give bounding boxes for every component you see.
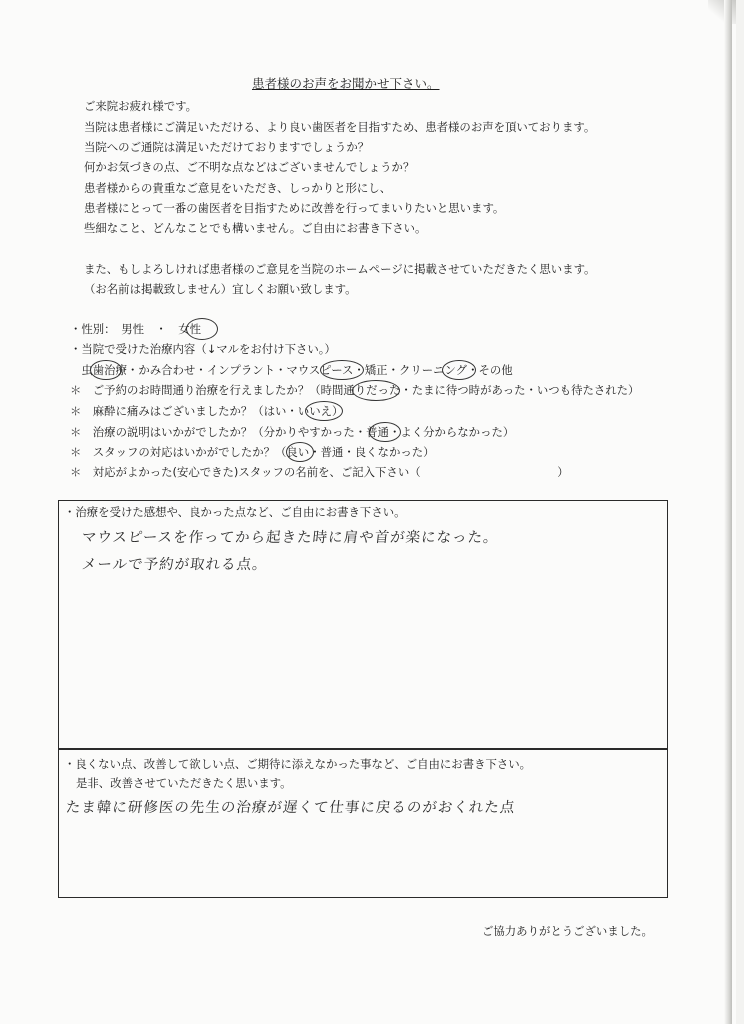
intro-line: 患者様からの貴重なご意見をいただき、しっかりと形にし、 [84, 181, 392, 195]
circle-mark [352, 380, 400, 401]
circle-mark [286, 442, 314, 462]
circle-mark [90, 360, 122, 380]
thanks-text: ご協力ありがとうございました。 [482, 924, 653, 938]
page-edge-shadow [724, 0, 732, 1024]
question-explanation: ＊ 治療の説明はいかがでしたか？（分かりやすかった・普通・よく分からなかった） [70, 425, 515, 439]
box2-heading: ・良くない点、改善して欲しい点、ご期待に添えなかった事など、ご自由にお書き下さい。 [64, 757, 532, 771]
question-punctuality: ＊ ご予約のお時間通り治療を行えましたか？（時間通りだった・たまに待つ時があった・いつも待たされた） [70, 383, 640, 397]
consent-line: （お名前は掲載致しません）宜しくお願い致します。 [84, 282, 357, 296]
consent-line: また、もしよろしければ患者様のご意見を当院のホームページに掲載させていただきたく思います。 [84, 262, 596, 276]
circle-mark [305, 401, 343, 421]
intro-line: ご来院お疲れ様です。 [84, 99, 197, 113]
circle-mark [369, 422, 401, 442]
handwritten-answer: メールで予約が取れる点。 [81, 557, 269, 573]
intro-line: 当院は患者様にご満足いただける、より良い歯医者を目指すため、患者様のお声を頂いております。 [84, 120, 596, 134]
question-staff: ＊ スタッフの対応はいかがでしたか？（良い・普通・良くなかった） [70, 445, 435, 459]
intro-line: 些細なこと、どんなことでも構いません。ご自由にお書き下さい。 [84, 221, 427, 235]
form-title: 患者様のお声をお聞かせ下さい。 [252, 76, 440, 91]
handwritten-answer: マウスピースを作ってから起きた時に肩や首が楽になった。 [81, 530, 500, 546]
box1-heading: ・治療を受けた感想や、良かった点など、ご自由にお書き下さい。 [64, 505, 406, 519]
box2-subheading: 是非、改善させていただきたく思います。 [76, 776, 292, 790]
intro-line: 当院へのご通院は満足いただけておりますでしょうか？ [84, 140, 370, 154]
treatment-options: 虫歯治療・かみ合わせ・インプラント・マウスピース・矯正・クリーニング・その他 [70, 363, 513, 377]
circle-mark [186, 318, 218, 340]
circle-mark [320, 360, 364, 380]
intro-line: 患者様にとって一番の歯医者を目指すために改善を行ってまいりたいと思います。 [84, 201, 505, 215]
question-gender: ・性別： 男性 ・ 女性 [70, 322, 201, 336]
circle-mark [442, 360, 476, 380]
question-treatment: ・当院で受けた治療内容（↓マルをお付け下さい。） [70, 342, 336, 356]
question-staff-name: ＊ 対応がよかった(安心できた)スタッフの名前を、ご記入下さい（ ） [70, 465, 569, 479]
intro-line: 何かお気づきの点、ご不明な点などはございませんでしょうか？ [84, 160, 415, 174]
question-anesthesia: ＊ 麻酔に痛みはございましたか？（はい・いいえ） [70, 404, 344, 418]
handwritten-answer: たま韓に研修医の先生の治療が遅くて仕事に戻るのがおくれた点 [65, 800, 517, 816]
